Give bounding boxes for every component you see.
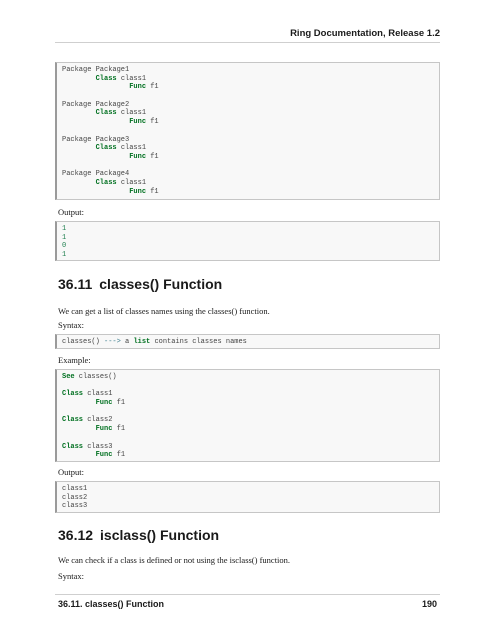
code-block-output-classes (55, 481, 440, 513)
code-keyword: Class (95, 74, 117, 83)
code-keyword: list (133, 338, 151, 346)
code-line: classes() ---> a list contains classes names (62, 338, 247, 346)
code-line: Class class2 (62, 416, 113, 425)
code-keyword: Func (129, 83, 147, 92)
code-line: Class class1 (95, 178, 147, 187)
code-line (62, 434, 434, 443)
code-line (62, 162, 434, 171)
code-line (62, 92, 434, 101)
section-number: 36.12 (58, 527, 94, 543)
section-title: classes() Function (99, 276, 223, 292)
code-line (62, 242, 434, 251)
code-line: class2 (62, 493, 88, 502)
code-line (62, 127, 434, 136)
section-intro: We can get a list of classes names using the classes() function. (58, 306, 270, 316)
code-line (62, 382, 434, 391)
output-label: Output: (58, 467, 84, 477)
code-keyword: Func (129, 118, 147, 127)
output-label: Output: (58, 207, 84, 217)
code-keyword: Class (62, 416, 84, 425)
page-number: 190 (421, 599, 437, 609)
code-line: class1 (62, 485, 88, 493)
footer-divider (55, 594, 440, 595)
code-keyword: Class (95, 109, 117, 118)
code-line (62, 408, 434, 417)
code-line: class3 (62, 502, 88, 511)
code-line: See classes() (62, 373, 117, 381)
code-keyword: Class (62, 390, 84, 399)
code-line: Package Package3 (62, 135, 130, 144)
code-line: Class class1 (62, 390, 113, 399)
code-operator: ---> (104, 338, 121, 346)
code-keyword: Func (95, 451, 113, 460)
code-line: Func f1 (129, 83, 159, 92)
syntax-label: Syntax: (58, 320, 84, 330)
code-line (62, 234, 434, 243)
footer-section: 36.11. classes() Function (58, 599, 165, 609)
code-line: Class class1 (95, 144, 147, 153)
code-keyword: Class (62, 442, 84, 451)
code-block-example (55, 369, 440, 462)
code-line: Class class1 (95, 109, 147, 118)
code-line: Func f1 (129, 187, 159, 196)
section-title: isclass() Function (100, 527, 220, 543)
code-line (62, 251, 434, 260)
code-line (62, 225, 434, 234)
code-line: Class class1 (95, 74, 147, 83)
code-number: 1 (62, 225, 67, 233)
code-keyword: See (62, 373, 75, 381)
code-keyword: Func (95, 399, 113, 408)
code-line: Func f1 (95, 451, 126, 460)
code-line: Class class3 (62, 442, 113, 451)
example-label: Example: (58, 355, 91, 365)
code-number: 0 (62, 242, 67, 251)
section-heading-classes (58, 276, 222, 292)
code-line: Package Package1 (62, 66, 130, 74)
section-intro: We can check if a class is defined or not using the isclass() function. (58, 555, 291, 565)
syntax-label: Syntax: (58, 571, 84, 581)
code-line: Func f1 (129, 152, 159, 161)
code-block-packages (55, 62, 440, 200)
section-heading-isclass (58, 527, 219, 543)
code-number: 1 (62, 233, 67, 242)
code-block-syntax (55, 334, 440, 349)
code-keyword: Func (129, 187, 147, 196)
running-header: Ring Documentation, Release 1.2 (290, 28, 440, 39)
code-keyword: Class (95, 178, 117, 187)
code-block-output-numbers (55, 221, 440, 261)
code-keyword: Class (95, 144, 117, 153)
section-number: 36.11 (58, 276, 93, 292)
code-line: Package Package4 (62, 170, 130, 179)
code-keyword: Func (95, 425, 113, 434)
code-number: 1 (62, 251, 67, 260)
code-line: Func f1 (95, 399, 126, 408)
code-line: Package Package2 (62, 100, 130, 109)
code-keyword: Func (129, 152, 147, 161)
code-line: Func f1 (129, 118, 159, 127)
code-line: Func f1 (95, 425, 126, 434)
header-divider (55, 42, 440, 43)
